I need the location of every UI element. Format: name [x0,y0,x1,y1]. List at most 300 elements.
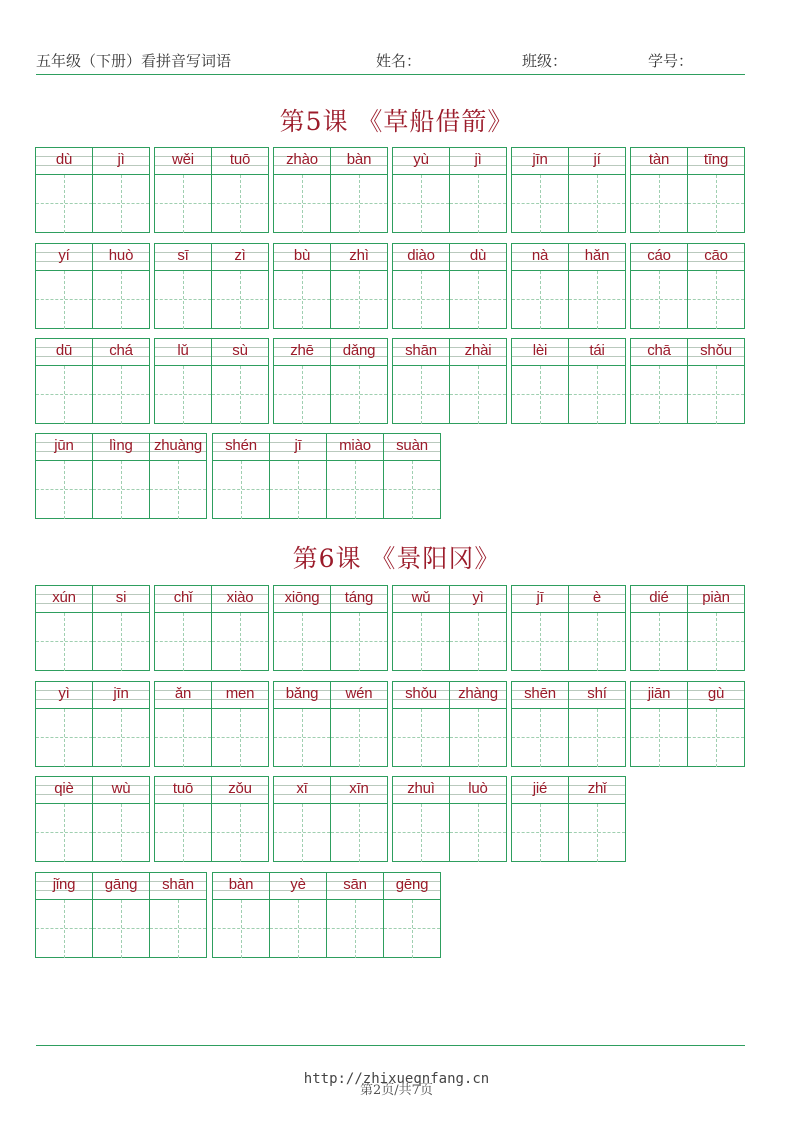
writing-box[interactable] [93,900,149,958]
word-box [273,243,388,329]
character-cell [36,434,93,519]
pinyin-line [212,148,268,175]
pinyin-text: gēng [395,876,429,893]
word-box [35,585,150,671]
word-box [273,338,388,424]
character-cell [512,586,569,671]
pinyin-text: gāng [104,876,138,893]
pinyin-text: zhuàng [153,437,202,454]
pinyin-text: dù [55,151,73,168]
pinyin-text: jīn [113,685,129,702]
character-cell [450,777,507,862]
pinyin-text: lèi [532,342,548,359]
pinyin-text: sī [177,247,189,264]
character-cell [569,777,626,862]
writing-box[interactable] [512,175,568,233]
pinyin-line [569,148,625,175]
pinyin-line [331,586,387,613]
pinyin-line [93,586,149,613]
pinyin-text: jǐng [52,876,76,893]
pinyin-line [36,777,92,804]
writing-box[interactable] [384,900,440,958]
writing-box[interactable] [93,804,149,862]
character-cell [36,339,93,424]
pinyin-text: lìng [109,437,133,454]
writing-box[interactable] [569,804,625,862]
writing-box[interactable] [212,175,268,233]
character-cell [155,777,212,862]
character-cell [212,777,269,862]
pinyin-text: shí [587,685,607,702]
writing-box[interactable] [327,900,383,958]
pinyin-line [331,339,387,366]
writing-box[interactable] [36,804,92,862]
pinyin-text: yè [290,876,306,893]
pinyin-line [327,873,383,900]
writing-box[interactable] [393,271,449,329]
writing-box[interactable] [631,613,687,671]
writing-box[interactable] [155,175,211,233]
pinyin-line [569,777,625,804]
character-cell [450,339,507,424]
pinyin-text: cáo [647,247,671,264]
pinyin-text: sù [232,342,248,359]
word-box [392,681,507,767]
pinyin-text: xīn [349,780,369,797]
character-cell [450,682,507,767]
writing-box[interactable] [274,175,330,233]
writing-box[interactable] [274,709,330,767]
pinyin-line [393,244,449,271]
pinyin-line [331,148,387,175]
pinyin-line [212,586,268,613]
pinyin-line [93,434,149,461]
pinyin-text: jì [474,151,482,168]
pinyin-text: nà [531,247,549,264]
word-box [392,338,507,424]
pinyin-line [569,586,625,613]
pinyin-text: jūn [54,437,74,454]
pinyin-line [36,434,92,461]
pinyin-text: jì [117,151,125,168]
writing-box[interactable] [450,804,506,862]
writing-box[interactable] [450,175,506,233]
pinyin-text: cāo [704,247,728,264]
writing-box[interactable] [150,461,206,519]
word-box [392,776,507,862]
character-cell [631,586,688,671]
pinyin-line [512,682,568,709]
writing-box[interactable] [212,366,268,424]
pinyin-line [212,244,268,271]
pinyin-line [155,777,211,804]
character-cell [155,339,212,424]
pinyin-text: jiān [647,685,671,702]
pinyin-text: ǎn [174,685,192,702]
character-cell [36,148,93,233]
writing-box[interactable] [569,366,625,424]
pinyin-line [512,339,568,366]
pinyin-line [274,339,330,366]
pinyin-text: è [592,589,602,606]
pinyin-text: yí [58,247,70,264]
character-cell [631,244,688,329]
worksheet-header [36,48,745,74]
writing-box[interactable] [569,613,625,671]
writing-box[interactable] [331,613,387,671]
writing-box[interactable] [155,613,211,671]
pinyin-text: dū [55,342,73,359]
character-cell [36,586,93,671]
writing-box[interactable] [274,271,330,329]
word-box [35,872,207,958]
character-cell [688,244,745,329]
footer-url: http://zhixueqnfang.cn [303,1071,490,1087]
pinyin-text: tuō [172,780,194,797]
pinyin-line [155,586,211,613]
writing-box[interactable] [569,175,625,233]
writing-box[interactable] [93,613,149,671]
character-cell [93,148,150,233]
lesson-5-title: 第5课 《草船借箭》 [279,107,514,136]
character-cell [393,777,450,862]
word-box [630,681,745,767]
pinyin-line [569,682,625,709]
writing-box[interactable] [150,900,206,958]
writing-box[interactable] [327,461,383,519]
pinyin-line [569,339,625,366]
character-cell [331,682,388,767]
writing-box[interactable] [213,461,269,519]
pinyin-line [450,682,506,709]
pinyin-line [450,244,506,271]
writing-box[interactable] [688,366,744,424]
pinyin-line [212,339,268,366]
writing-box[interactable] [688,709,744,767]
writing-box[interactable] [331,804,387,862]
pinyin-text: chǐ [173,589,193,606]
pinyin-line [36,873,92,900]
character-cell [93,586,150,671]
word-box [630,147,745,233]
writing-box[interactable] [450,709,506,767]
pinyin-line [450,586,506,613]
character-cell [450,586,507,671]
character-cell [212,244,269,329]
writing-box[interactable] [331,709,387,767]
pinyin-text: chá [109,342,133,359]
writing-box[interactable] [213,900,269,958]
character-cell [274,586,331,671]
character-cell [327,434,384,519]
word-box [392,147,507,233]
character-cell [512,244,569,329]
character-cell [36,873,93,958]
header-divider [36,74,745,75]
character-cell [93,777,150,862]
writing-box[interactable] [331,175,387,233]
character-cell [212,339,269,424]
character-cell [631,148,688,233]
writing-box[interactable] [36,175,92,233]
writing-box[interactable] [212,613,268,671]
writing-box[interactable] [512,613,568,671]
writing-box[interactable] [569,271,625,329]
pinyin-line [688,148,744,175]
pinyin-line [274,682,330,709]
pinyin-line [393,777,449,804]
pinyin-text: zhē [290,342,314,359]
pinyin-text: tuō [229,151,251,168]
pinyin-line [393,586,449,613]
pinyin-text: yù [413,151,429,168]
pinyin-line [36,682,92,709]
pinyin-line [512,586,568,613]
pinyin-text: bù [293,247,311,264]
pinyin-text: chā [647,342,671,359]
writing-box[interactable] [212,271,268,329]
word-box [273,585,388,671]
word-box [154,243,269,329]
name-field-label: 姓名： [376,52,422,70]
character-cell [512,148,569,233]
pinyin-text: dù [469,247,487,264]
pinyin-text: lǔ [177,342,189,359]
writing-box[interactable] [512,804,568,862]
writing-box[interactable] [93,461,149,519]
character-cell [393,682,450,767]
pinyin-text: zhì [349,247,369,264]
pinyin-text: xún [52,589,76,606]
writing-box[interactable] [450,271,506,329]
writing-box[interactable] [270,461,326,519]
character-cell [688,682,745,767]
character-cell [274,339,331,424]
pinyin-text: wù [111,780,131,797]
pinyin-text: bàn [228,876,254,893]
writing-box[interactable] [36,709,92,767]
pinyin-line [150,873,206,900]
word-box [511,243,626,329]
writing-box[interactable] [36,271,92,329]
writing-box[interactable] [93,175,149,233]
pinyin-line [213,873,269,900]
writing-box[interactable] [393,709,449,767]
character-cell [450,148,507,233]
writing-box[interactable] [155,804,211,862]
pinyin-text: zhuì [407,780,435,797]
word-box [154,147,269,233]
pinyin-text: diào [407,247,435,264]
pinyin-line [93,148,149,175]
pinyin-text: bǎng [285,685,319,702]
writing-box[interactable] [393,175,449,233]
writing-box[interactable] [450,613,506,671]
word-box [212,872,441,958]
writing-box[interactable] [512,271,568,329]
pinyin-line [36,148,92,175]
word-box [35,243,150,329]
pinyin-line [327,434,383,461]
writing-box[interactable] [155,366,211,424]
character-cell [36,244,93,329]
pinyin-text: jīn [532,151,548,168]
pinyin-text: luò [468,780,488,797]
pinyin-line [155,148,211,175]
pinyin-line [512,244,568,271]
writing-box[interactable] [36,366,92,424]
pinyin-line [274,777,330,804]
pinyin-text: zhào [286,151,318,168]
character-cell [569,682,626,767]
pinyin-line [36,339,92,366]
word-box [511,147,626,233]
pinyin-text: bàn [346,151,372,168]
pinyin-text: jí [593,151,601,168]
word-box [392,243,507,329]
character-cell [212,586,269,671]
writing-box[interactable] [274,804,330,862]
pinyin-text: tàn [648,151,670,168]
pinyin-line [150,434,206,461]
pinyin-line [212,777,268,804]
character-cell [93,244,150,329]
writing-box[interactable] [631,366,687,424]
writing-box[interactable] [93,271,149,329]
pinyin-line [155,682,211,709]
writing-box[interactable] [36,613,92,671]
character-cell [36,777,93,862]
character-cell [331,148,388,233]
word-box [35,338,150,424]
character-cell [631,339,688,424]
writing-box[interactable] [93,709,149,767]
character-cell [512,682,569,767]
character-cell [274,777,331,862]
word-box [511,585,626,671]
character-cell [155,148,212,233]
worksheet-title: 五年级（下册）看拼音写词语 [36,52,232,70]
pinyin-line [631,586,687,613]
pinyin-line [569,244,625,271]
writing-box[interactable] [384,461,440,519]
writing-box[interactable] [512,709,568,767]
pinyin-text: dié [649,589,669,606]
writing-box[interactable] [155,709,211,767]
writing-box[interactable] [688,175,744,233]
pinyin-text: shān [405,342,437,359]
pinyin-text: qiè [54,780,74,797]
writing-box[interactable] [688,271,744,329]
pinyin-line [93,339,149,366]
writing-box[interactable] [631,271,687,329]
character-cell [393,586,450,671]
writing-box[interactable] [393,613,449,671]
writing-box[interactable] [631,175,687,233]
writing-box[interactable] [36,461,92,519]
word-box [630,338,745,424]
pinyin-text: suàn [396,437,428,454]
pinyin-text: wén [345,685,373,702]
pinyin-line [512,148,568,175]
pinyin-line [512,777,568,804]
character-cell [213,434,270,519]
word-box [511,338,626,424]
pinyin-text: shān [162,876,194,893]
pinyin-text: dǎng [342,342,376,359]
writing-box[interactable] [274,613,330,671]
pinyin-text: miào [339,437,371,454]
character-cell [384,434,441,519]
writing-box[interactable] [274,366,330,424]
character-cell [155,682,212,767]
character-cell [93,682,150,767]
writing-box[interactable] [93,366,149,424]
writing-box[interactable] [512,366,568,424]
character-cell [569,339,626,424]
word-box [392,585,507,671]
footer-divider [36,1045,745,1046]
writing-box[interactable] [450,366,506,424]
writing-box[interactable] [393,804,449,862]
character-cell [93,873,150,958]
word-box [35,147,150,233]
character-cell [274,244,331,329]
pinyin-text: xiào [226,589,254,606]
pinyin-text: xiōng [284,589,320,606]
character-cell [569,586,626,671]
pinyin-text: shǒu [700,342,732,359]
writing-box[interactable] [270,900,326,958]
pinyin-line [331,244,387,271]
character-cell [688,148,745,233]
pinyin-line [688,339,744,366]
writing-box[interactable] [688,613,744,671]
pinyin-text: jī [294,437,302,454]
pinyin-text: shén [225,437,257,454]
pinyin-line [688,682,744,709]
character-cell [327,873,384,958]
word-box [35,776,150,862]
writing-box[interactable] [393,366,449,424]
character-cell [688,586,745,671]
writing-box[interactable] [331,271,387,329]
word-box [154,776,269,862]
writing-box[interactable] [631,709,687,767]
word-box [273,681,388,767]
pinyin-line [274,244,330,271]
pinyin-text: yì [472,589,484,606]
pinyin-line [331,777,387,804]
pinyin-line [331,682,387,709]
writing-box[interactable] [212,709,268,767]
pinyin-text: zhàng [458,685,498,702]
writing-box[interactable] [212,804,268,862]
word-box [273,147,388,233]
pinyin-text: táng [344,589,374,606]
writing-box[interactable] [155,271,211,329]
writing-box[interactable] [331,366,387,424]
word-box [154,585,269,671]
writing-box[interactable] [36,900,92,958]
pinyin-line [36,586,92,613]
pinyin-text: shǒu [405,685,437,702]
writing-box[interactable] [569,709,625,767]
pinyin-text: gù [707,685,725,702]
pinyin-line [93,777,149,804]
pinyin-line [450,339,506,366]
pinyin-text: zhǐ [587,780,607,797]
